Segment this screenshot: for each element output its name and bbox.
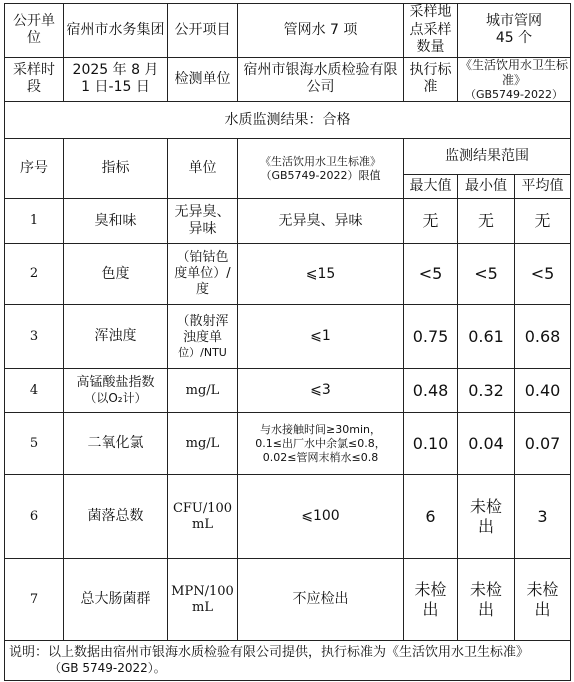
row-limit: ⩽3 [238, 369, 404, 413]
result-banner: 水质监测结果：合格 [5, 102, 571, 139]
header-row-2 [5, 57, 571, 102]
pub-unit-label: 公开单位 [5, 4, 64, 58]
row-unit [168, 199, 238, 244]
col-limit [238, 139, 404, 199]
footnote [5, 641, 571, 681]
row-unit-line: 度 [195, 282, 209, 298]
footnote-line-1: 说明：以上数据由宿州市银海水质检验有限公司提供，执行标准为《生活饮用水卫生标准》 [9, 645, 530, 661]
row-avg: 0.68 [515, 305, 571, 369]
result-banner-row [5, 102, 571, 139]
row-unit [168, 244, 238, 305]
row-max [404, 559, 458, 641]
col-max: 最大值 [404, 175, 458, 199]
table-row [5, 413, 571, 475]
row-min: <5 [458, 244, 515, 305]
col-min: 最小值 [458, 175, 515, 199]
standard-label: 执行标准 [404, 57, 458, 102]
row-min [458, 559, 515, 641]
col-indicator: 指标 [64, 139, 168, 199]
row-unit-line: CFU/100 [172, 500, 233, 516]
row-limit: ⩽100 [238, 475, 404, 559]
row-no: 7 [5, 559, 64, 641]
row-min: 0.32 [458, 369, 515, 413]
row-unit-line: （散射浑 [176, 313, 229, 329]
col-limit-2: （GB5749-2022）限值 [260, 168, 381, 182]
test-unit-value: 宿州市银海水质检验有限公司 [238, 57, 404, 102]
row-limit-line: 0.02≤管网末梢水≤0.8 [262, 450, 379, 464]
table-row [5, 305, 571, 369]
row-unit-line: 异味 [188, 221, 217, 238]
row-unit: mg/L [168, 369, 238, 413]
sample-period-value [64, 57, 168, 102]
row-min [458, 475, 515, 559]
pub-item-label: 公开项目 [168, 4, 238, 58]
row-unit-line: 无异臭、 [174, 203, 231, 220]
col-no: 序号 [5, 139, 64, 199]
row-unit [168, 475, 238, 559]
row-avg: 0.07 [515, 413, 571, 475]
test-unit-label: 检测单位 [168, 57, 238, 102]
row-max: 0.48 [404, 369, 458, 413]
row-min: 0.04 [458, 413, 515, 475]
sample-period-value-1: 2025 年 8 月 [72, 61, 159, 78]
sample-points-label: 采样地点采样数量 [404, 4, 458, 58]
table-row [5, 559, 571, 641]
row-no: 2 [5, 244, 64, 305]
sample-points-value-1: 城市管网 [486, 12, 542, 29]
row-unit-line: 度单位）/ [174, 266, 231, 282]
row-unit-line: 浊度单 [182, 329, 222, 345]
sample-period-value-2: 1 日-15 日 [81, 79, 150, 96]
row-min-line: 出 [477, 516, 494, 536]
row-unit-line: 位）/NTU [178, 346, 227, 360]
row-indicator: 菌落总数 [64, 475, 168, 559]
row-avg: 无 [515, 199, 571, 244]
table-row [5, 244, 571, 305]
col-range: 监测结果范围 [404, 139, 571, 175]
col-avg: 平均值 [515, 175, 571, 199]
table-row [5, 369, 571, 413]
row-max: 6 [404, 475, 458, 559]
row-limit [238, 413, 404, 475]
row-max-line: 未检 [414, 579, 447, 599]
row-avg-line: 出 [534, 599, 551, 619]
footnote-line-2: （GB 5749-2022）。 [49, 661, 166, 676]
row-indicator [64, 369, 168, 413]
row-unit: mg/L [168, 413, 238, 475]
row-limit: ⩽1 [238, 305, 404, 369]
pub-item-value: 管网水 7 项 [238, 4, 404, 58]
row-unit-line: （铂钴色 [176, 249, 229, 265]
row-no: 3 [5, 305, 64, 369]
row-avg: 0.40 [515, 369, 571, 413]
row-unit-line: MPN/100 [171, 583, 234, 599]
row-avg: <5 [515, 244, 571, 305]
water-quality-table [4, 3, 571, 681]
row-unit [168, 305, 238, 369]
row-min-line: 未检 [469, 579, 502, 599]
col-unit: 单位 [168, 139, 238, 199]
table-row [5, 199, 571, 244]
row-limit: 无异臭、异味 [238, 199, 404, 244]
row-no: 6 [5, 475, 64, 559]
footnote-row [5, 641, 571, 681]
row-unit [168, 559, 238, 641]
table-row [5, 475, 571, 559]
col-limit-1: 《生活饮用水卫生标准》 [260, 155, 381, 168]
row-unit-line: mL [192, 516, 213, 532]
row-indicator-line: （以O₂计） [84, 391, 147, 406]
row-indicator: 二氧化氯 [64, 413, 168, 475]
standard-value-1: 《生活饮用水卫生标准》 [460, 57, 569, 87]
row-max-line: 出 [422, 599, 439, 619]
row-indicator: 总大肠菌群 [64, 559, 168, 641]
row-unit-line: mL [192, 599, 213, 615]
row-max: <5 [404, 244, 458, 305]
row-no: 5 [5, 413, 64, 475]
row-no: 1 [5, 199, 64, 244]
row-limit-line: 与水接触时间≥30min， [260, 423, 381, 437]
row-indicator: 臭和味 [64, 199, 168, 244]
row-avg-line: 未检 [526, 579, 559, 599]
sample-points-value [458, 4, 571, 58]
row-no: 4 [5, 369, 64, 413]
row-min: 无 [458, 199, 515, 244]
standard-value-2: （GB5749-2022） [464, 87, 564, 101]
sample-period-label: 采样时段 [5, 57, 64, 102]
row-indicator: 色度 [64, 244, 168, 305]
row-avg [515, 559, 571, 641]
header-row-1 [5, 4, 571, 58]
row-max: 0.75 [404, 305, 458, 369]
row-min-line: 出 [477, 599, 494, 619]
row-indicator: 浑浊度 [64, 305, 168, 369]
row-min-line: 未检 [469, 496, 502, 516]
row-limit: 不应检出 [238, 559, 404, 641]
row-limit-line: 0.1≤出厂水中余氯≤0.8， [255, 436, 386, 450]
row-limit: ⩽15 [238, 244, 404, 305]
sample-points-value-2: 45 个 [495, 30, 533, 47]
pub-unit-value: 宿州市水务集团 [64, 4, 168, 58]
row-max: 0.10 [404, 413, 458, 475]
row-max: 无 [404, 199, 458, 244]
column-header-row-1 [5, 139, 571, 175]
row-avg: 3 [515, 475, 571, 559]
standard-value [458, 57, 571, 102]
row-indicator-line: 高锰酸盐指数 [76, 375, 155, 391]
row-min: 0.61 [458, 305, 515, 369]
